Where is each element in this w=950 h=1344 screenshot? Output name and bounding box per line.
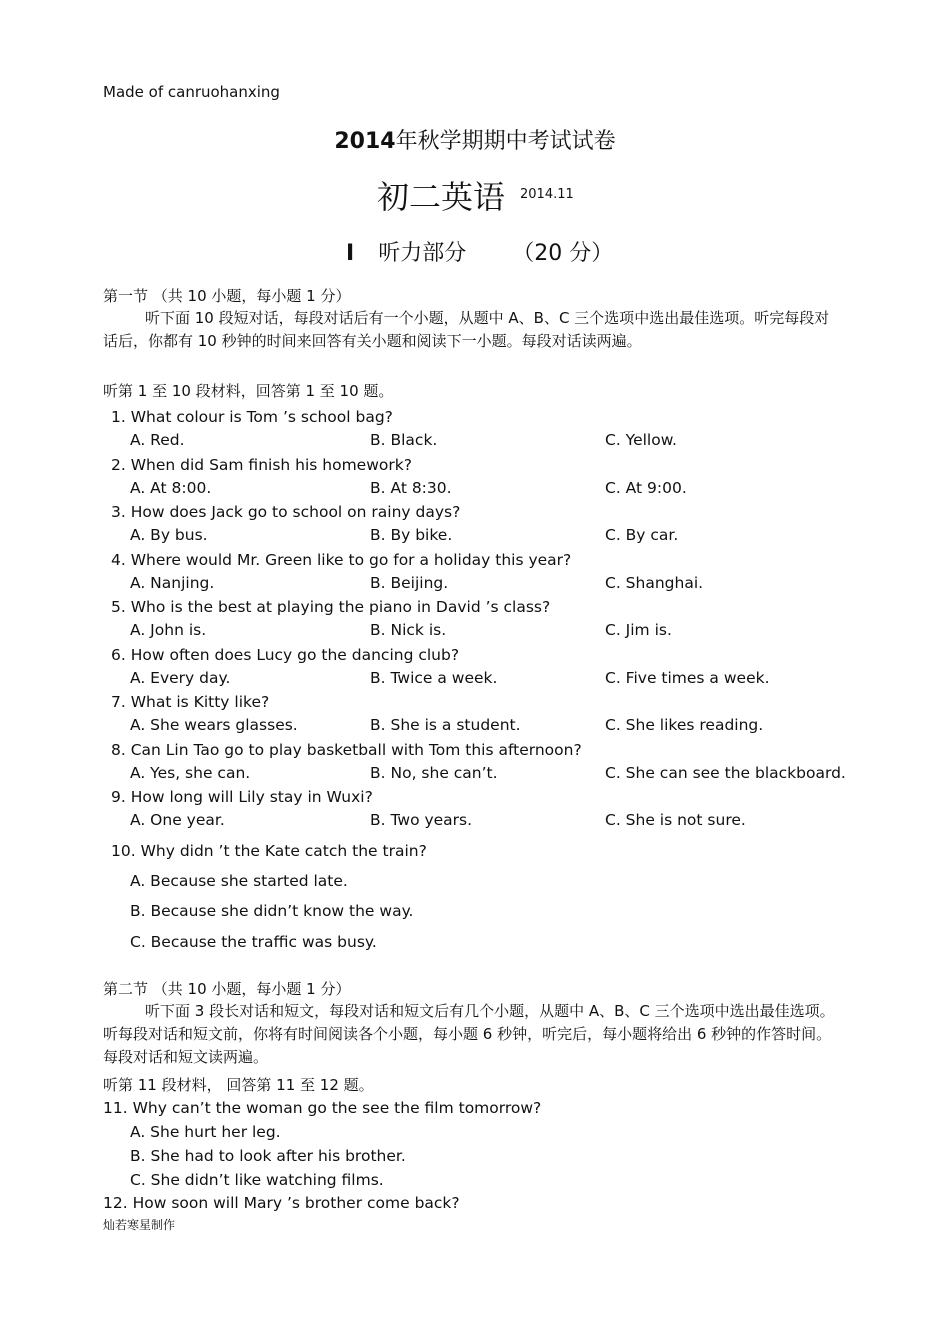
question-6-option-a: A. Every day. bbox=[130, 669, 231, 687]
question-11-option-b: B. She had to look after his brother. bbox=[130, 1147, 406, 1165]
question-4-option-b: B. Beijing. bbox=[370, 574, 449, 592]
question-9-option-b: B. Two years. bbox=[370, 811, 473, 829]
question-8: 8. Can Lin Tao go to play basketball with Tom this afternoon? bbox=[111, 741, 582, 759]
question-5-option-a: A. John is. bbox=[130, 621, 207, 639]
question-3-option-c: C. By car. bbox=[605, 526, 679, 544]
question-4-option-a: A. Nanjing. bbox=[130, 574, 215, 592]
section1-instructions: 听下面 10 段短对话，每段对话后有一个小题，从题中 A、B、C 三个选项中选出最佳选项。听完每段对话后，你都有 10 秒钟的时间来回答有关小题和阅读下一小题。每段对话读两遍。 bbox=[103, 309, 830, 350]
question-3: 3. How does Jack go to school on rainy days? bbox=[111, 503, 461, 521]
question-9: 9. How long will Lily stay in Wuxi? bbox=[111, 788, 373, 806]
question-1: 1. What colour is Tom ’s school bag? bbox=[111, 408, 393, 426]
subject-title: 初二英语 bbox=[377, 178, 506, 216]
question-1-option-a: A. Red. bbox=[130, 431, 185, 449]
question-4: 4. Where would Mr. Green like to go for a holiday this year? bbox=[111, 551, 572, 569]
section2-instructions: 听下面 3 段长对话和短文，每段对话和短文后有几个小题，从题中 A、B、C 三个选项中选出最佳选项。听每段对话和短文前，你将有时间阅读各个小题，每小题 6 秒钟，听完后，每小题将给出 6 秒钟的作答时间。每段对话和短文读两遍。 bbox=[103, 1002, 835, 1066]
question-8-option-a: A. Yes, she can. bbox=[130, 764, 251, 782]
part-points: （20 分） bbox=[512, 241, 614, 266]
section2-listen-line: 听第 11 段材料， 回答第 11 至 12 题。 bbox=[103, 1076, 374, 1094]
question-7: 7. What is Kitty like? bbox=[111, 693, 270, 711]
question-11-option-c: C. She didn’t like watching films. bbox=[130, 1171, 384, 1189]
question-7-option-b: B. She is a student. bbox=[370, 716, 521, 734]
question-5: 5. Who is the best at playing the piano in David ’s class? bbox=[111, 598, 551, 616]
subject-date: 2014.11 bbox=[520, 187, 574, 202]
question-10-option-a: A. Because she started late. bbox=[130, 872, 348, 890]
question-8-option-b: B. No, she can’t. bbox=[370, 764, 498, 782]
title-text: 年秋学期期中考试试卷 bbox=[395, 129, 616, 154]
question-9-option-a: A. One year. bbox=[130, 811, 225, 829]
question-2-option-a: A. At 8:00. bbox=[130, 479, 212, 497]
question-9-option-c: C. She is not sure. bbox=[605, 811, 746, 829]
question-6-option-c: C. Five times a week. bbox=[605, 669, 770, 687]
question-4-option-c: C. Shanghai. bbox=[605, 574, 704, 592]
question-6-option-b: B. Twice a week. bbox=[370, 669, 498, 687]
question-2: 2. When did Sam finish his homework? bbox=[111, 456, 412, 474]
question-1-option-b: B. Black. bbox=[370, 431, 438, 449]
question-12: 12. How soon will Mary ’s brother come back? bbox=[103, 1194, 460, 1212]
question-1-option-c: C. Yellow. bbox=[605, 431, 677, 449]
question-3-option-a: A. By bus. bbox=[130, 526, 208, 544]
question-2-option-b: B. At 8:30. bbox=[370, 479, 452, 497]
part-number: I bbox=[346, 241, 355, 266]
question-7-option-c: C. She likes reading. bbox=[605, 716, 764, 734]
question-6: 6. How often does Lucy go the dancing club? bbox=[111, 646, 460, 664]
section1-listen-line: 听第 1 至 10 段材料，回答第 1 至 10 题。 bbox=[103, 382, 394, 400]
question-10-option-b: B. Because she didn’t know the way. bbox=[130, 902, 414, 920]
question-7-option-a: A. She wears glasses. bbox=[130, 716, 298, 734]
question-11: 11. Why can’t the woman go the see the film tomorrow? bbox=[103, 1099, 542, 1117]
section2-heading: 第二节 （共 10 小题，每小题 1 分） bbox=[103, 980, 351, 998]
question-10: 10. Why didn ’t the Kate catch the train? bbox=[111, 842, 427, 860]
part-name: 听力部分 bbox=[378, 241, 467, 266]
question-11-option-a: A. She hurt her leg. bbox=[130, 1123, 281, 1141]
question-3-option-b: B. By bike. bbox=[370, 526, 453, 544]
section1-heading: 第一节 （共 10 小题，每小题 1 分） bbox=[103, 287, 351, 305]
part-heading bbox=[346, 236, 613, 267]
question-2-option-c: C. At 9:00. bbox=[605, 479, 687, 497]
question-10-option-c: C. Because the traffic was busy. bbox=[130, 933, 377, 951]
page-footer: 灿若寒星制作 bbox=[103, 1218, 176, 1232]
title-year: 2014 bbox=[334, 129, 396, 154]
exam-title bbox=[0, 124, 950, 155]
question-5-option-b: B. Nick is. bbox=[370, 621, 447, 639]
question-5-option-c: C. Jim is. bbox=[605, 621, 672, 639]
page-header: Made of canruohanxing bbox=[103, 83, 280, 101]
question-8-option-c: C. She can see the blackboard. bbox=[605, 764, 846, 782]
